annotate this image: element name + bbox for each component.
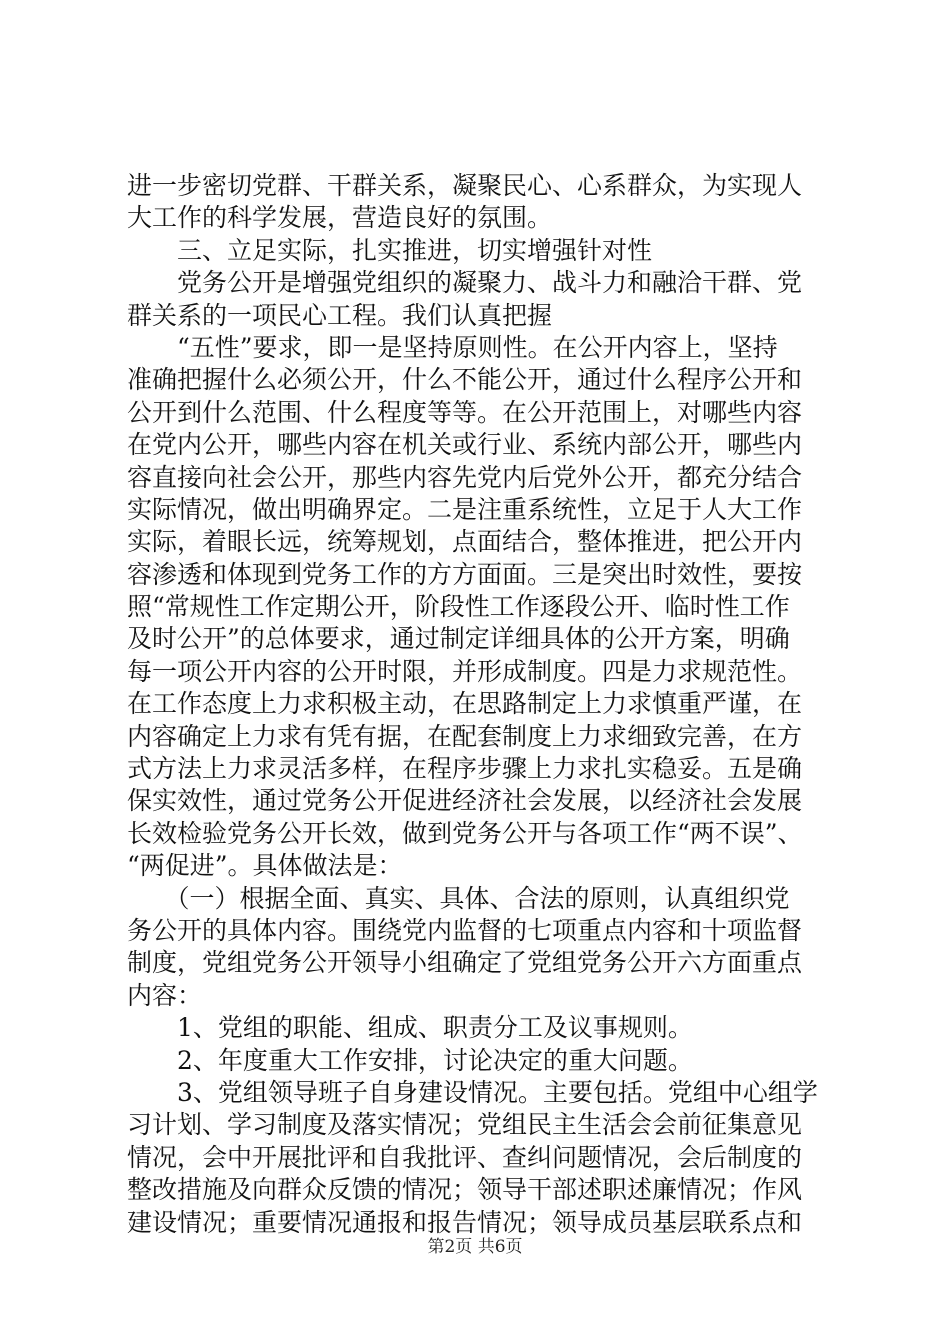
section-heading: 三、立足实际，扎实推进，切实增强针对性 [127,235,653,265]
text-line: 在党内公开，哪些内容在机关或行业、系统内部公开，哪些内 [127,430,803,460]
text-line: 实际情况，做出明确界定。二是注重系统性，立足于人大工作 [127,494,803,524]
text-line: 式方法上力求灵活多样，在程序步骤上力求扎实稳妥。五是确 [127,754,803,784]
text-line: 习计划、学习制度及落实情况；党组民主生活会会前征集意见 [127,1110,803,1140]
text-line: 准确把握什么必须公开，什么不能公开，通过什么程序公开和 [127,365,803,395]
text-line: 实际，着眼长远，统筹规划，点面结合，整体推进，把公开内 [127,527,803,557]
list-item: 1、党组的职能、组成、职责分工及议事规则。 [127,1013,693,1043]
text-line: 每一项公开内容的公开时限，并形成制度。四是力求规范性。 [127,656,803,686]
page-number-footer: 第2页 共6页 [427,1237,523,1257]
list-item: 3、党组领导班子自身建设情况。主要包括。党组中心组学 [127,1077,818,1107]
text-line: 内容确定上力求有凭有据，在配套制度上力求细致完善，在方 [127,721,803,751]
text-line: 群关系的一项民心工程。我们认真把握 [127,300,553,330]
text-line: 建设情况；重要情况通报和报告情况；领导成员基层联系点和 [127,1207,803,1237]
text-line: 照“常规性工作定期公开，阶段性工作逐段公开、临时性工作 [127,592,790,622]
text-line: 在工作态度上力求积极主动，在思路制定上力求慎重严谨，在 [127,689,803,719]
text-line: 长效检验党务公开长效，做到党务公开与各项工作“两不误”、 [127,818,803,848]
list-item: 2、年度重大工作安排，讨论决定的重大问题。 [127,1045,693,1075]
text-line: “五性”要求，即一是坚持原则性。在公开内容上，坚持 [127,332,778,362]
text-line: 及时公开”的总体要求，通过制定详细具体的公开方案，明确 [127,624,790,654]
text-line: 进一步密切党群、干群关系，凝聚民心、心系群众，为实现人 [127,171,803,200]
text-line: 整改措施及向群众反馈的情况；领导干部述职述廉情况；作风 [127,1175,803,1205]
body-text [127,170,847,1239]
text-line: 制度，党组党务公开领导小组确定了党组党务公开六方面重点 [127,948,803,978]
text-line: 容直接向社会公开，那些内容先党内后党外公开，都充分结合 [127,462,803,492]
text-line: 内容： [127,980,203,1010]
text-line: 情况，会中开展批评和自我批评、查纠问题情况，会后制度的 [127,1142,803,1172]
text-line: （一）根据全面、真实、具体、合法的原则，认真组织党 [127,883,790,913]
text-line: 务公开的具体内容。围绕党内监督的七项重点内容和十项监督 [127,915,803,945]
text-line: 公开到什么范围、什么程度等等。在公开范围上，对哪些内容 [127,397,803,427]
text-line: 党务公开是增强党组织的凝聚力、战斗力和融洽干群、党 [127,268,803,298]
text-line: 保实效性，通过党务公开促进经济社会发展，以经济社会发展 [127,786,803,816]
text-line: 容渗透和体现到党务工作的方方面面。三是突出时效性，要按 [127,559,803,589]
text-line: “两促进”。具体做法是： [127,851,403,881]
text-line: 大工作的科学发展，营造良好的氛围。 [127,203,553,233]
